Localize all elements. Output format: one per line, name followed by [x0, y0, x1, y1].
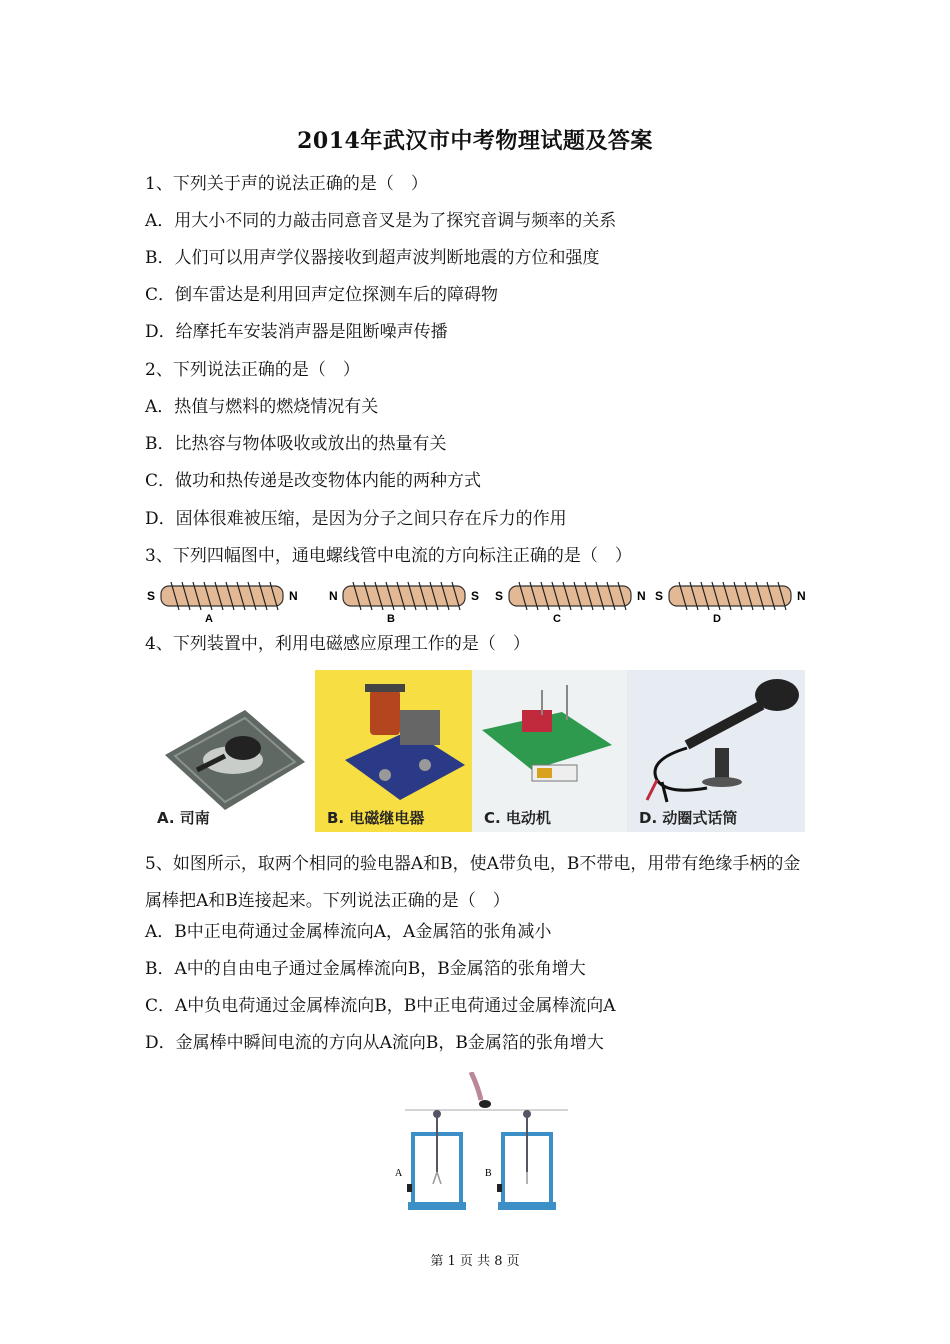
solenoid-left-pole: S	[147, 589, 156, 603]
caption-b: B. 电磁继电器	[327, 809, 425, 827]
solenoid-label: C	[553, 613, 561, 624]
q5-stem: 5、如图所示，取两个相同的验电器A和B，使A带负电，B不带电，用带有绝缘手柄的金属棒把A和B连接起来。下列说法正确的是（ ）	[145, 854, 801, 911]
q4-stem: 4、下列装置中，利用电磁感应原理工作的是（ ）	[145, 634, 530, 654]
solenoid-right-pole: N	[797, 589, 806, 603]
microphone-photo	[627, 670, 805, 832]
solenoid-D	[655, 582, 806, 624]
solenoid-left-pole: S	[495, 589, 504, 603]
caption-a: A. 司南	[157, 809, 210, 827]
page-footer: 第 1 页 共 8 页	[430, 1254, 520, 1269]
solenoid-right-pole: N	[637, 589, 646, 603]
q1-option-b: B．人们可以用声学仪器接收到超声波判断地震的方位和强度	[145, 248, 600, 268]
electroscope-label-b: B	[485, 1168, 492, 1179]
solenoid-left-pole: N	[329, 589, 338, 603]
solenoid-C	[495, 582, 646, 624]
solenoid-A	[147, 582, 298, 624]
electroscope-figure	[393, 1072, 573, 1217]
q2-option-c: C．做功和热传递是改变物体内能的两种方式	[145, 471, 482, 491]
solenoid-figures	[143, 578, 808, 624]
q2-stem: 2、下列说法正确的是（ ）	[145, 360, 360, 380]
solenoid-label: A	[205, 613, 213, 624]
page-title: 2014年武汉市中考物理试题及答案	[297, 128, 653, 154]
solenoid-right-pole: S	[471, 589, 480, 603]
q5-option-c: C．A中负电荷通过金属棒流向B，B中正电荷通过金属棒流向A	[145, 996, 616, 1016]
q5-option-d: D．金属棒中瞬间电流的方向从A流向B，B金属箔的张角增大	[145, 1033, 604, 1053]
motor-photo	[472, 670, 627, 832]
solenoid-label: D	[713, 613, 721, 624]
q1-stem: 1、下列关于声的说法正确的是（ ）	[145, 174, 428, 194]
sinan-photo	[145, 670, 315, 832]
solenoid-label: B	[387, 613, 395, 624]
caption-c: C. 电动机	[484, 809, 551, 827]
device-photos	[145, 670, 805, 832]
solenoid-left-pole: S	[655, 589, 664, 603]
relay-photo	[315, 670, 472, 832]
q1-option-d: D．给摩托车安装消声器是阻断噪声传播	[145, 322, 448, 342]
solenoid-right-pole: N	[289, 589, 298, 603]
q3-stem: 3、下列四幅图中，通电螺线管中电流的方向标注正确的是（ ）	[145, 546, 632, 566]
q1-option-a: A．用大小不同的力敲击同意音叉是为了探究音调与频率的关系	[145, 211, 617, 231]
q2-option-b: B．比热容与物体吸收或放出的热量有关	[145, 434, 447, 454]
q1-option-c: C．倒车雷达是利用回声定位探测车后的障碍物	[145, 285, 499, 305]
q5-option-a: A．B中正电荷通过金属棒流向A，A金属箔的张角减小	[145, 922, 552, 942]
solenoid-B	[329, 582, 479, 624]
caption-d: D. 动圈式话筒	[639, 809, 738, 827]
q2-option-a: A．热值与燃料的燃烧情况有关	[145, 397, 379, 417]
q5-option-b: B．A中的自由电子通过金属棒流向B，B金属箔的张角增大	[145, 959, 586, 979]
q2-option-d: D．固体很难被压缩，是因为分子之间只存在斥力的作用	[145, 509, 567, 529]
electroscope-label-a: A	[395, 1168, 403, 1179]
